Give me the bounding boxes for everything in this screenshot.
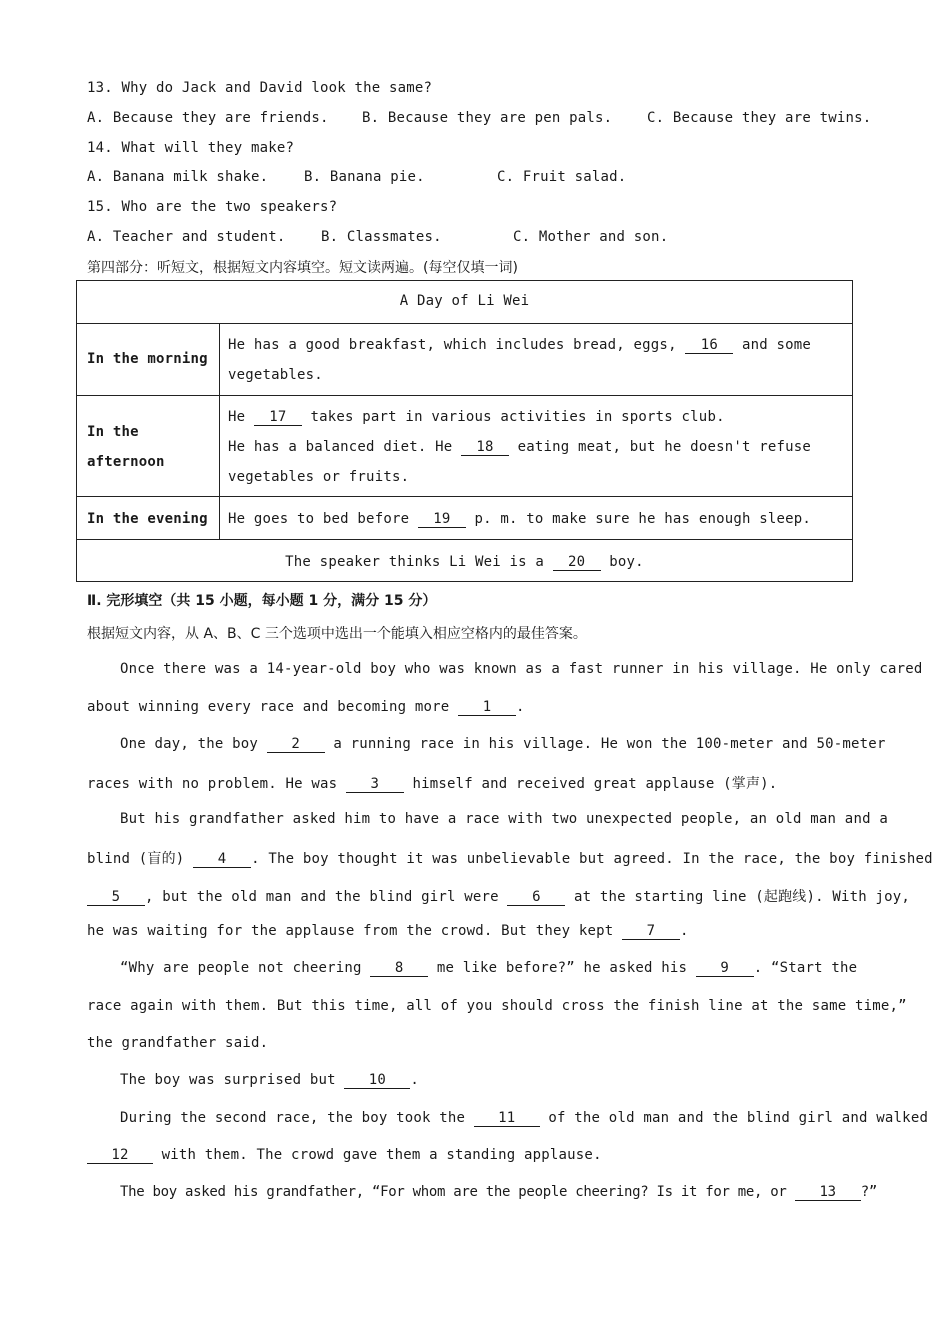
cloze-p3-line3: 5 , but the old man and the blind girl were 6 at the starting line (起跑线). With joy, — [87, 886, 910, 906]
blank-19: 19 — [418, 512, 466, 528]
cloze-p3-line4: he was waiting for the applause from the crowd. But they kept 7 . — [87, 923, 689, 939]
cloze-p4-line3: the grandfather said. — [87, 1035, 269, 1051]
evening-text: He goes to bed before 19 p. m. to make sure he has enough sleep. — [228, 511, 811, 527]
cloze-instruction: 根据短文内容，从 A、B、C 三个选项中选出一个能填入相应空格内的最佳答案。 — [87, 626, 587, 642]
cloze-p1-line1: Once there was a 14-year-old boy who was known as a fast runner in his village. He only cared — [120, 661, 923, 677]
blank-17: 17 — [254, 410, 302, 426]
cloze-p4-line2: race again with them. But this time, all of you should cross the finish line at the same time,” — [87, 998, 907, 1014]
blank-8: 8 — [370, 961, 428, 977]
morning-label: In the morning — [87, 351, 208, 367]
q14-option-b: B. Banana pie. — [304, 169, 425, 185]
blank-1: 1 — [458, 700, 516, 716]
evening-label: In the evening — [87, 511, 208, 527]
blank-2: 2 — [267, 737, 325, 753]
cloze-p5: The boy was surprised but 10 . — [120, 1072, 419, 1088]
blank-10: 10 — [344, 1073, 410, 1089]
q14-option-a: A. Banana milk shake. — [87, 169, 269, 185]
cloze-p2-line1: One day, the boy 2 a running race in his village. He won the 100-meter and 50-meter — [120, 736, 886, 752]
q14-option-c: C. Fruit salad. — [497, 169, 627, 185]
li-wei-table — [76, 280, 853, 582]
blank-9: 9 — [696, 961, 754, 977]
q13-option-c: C. Because they are twins. — [647, 110, 872, 126]
blank-20: 20 — [553, 555, 601, 571]
afternoon-label-line1: In the — [87, 424, 139, 440]
q13-option-b: B. Because they are pen pals. — [362, 110, 613, 126]
afternoon-label-line2: afternoon — [87, 454, 165, 470]
part4-instruction: 第四部分：听短文，根据短文内容填空。短文读两遍。(每空仅填一词) — [87, 260, 518, 276]
blank-13: 13 — [795, 1185, 861, 1201]
cloze-p3-line1: But his grandfather asked him to have a race with two unexpected people, an old man and a — [120, 811, 888, 827]
blank-18: 18 — [461, 440, 509, 456]
blank-12: 12 — [87, 1148, 153, 1164]
q15-option-b: B. Classmates. — [321, 229, 442, 245]
question-14: 14. What will they make? — [87, 140, 295, 156]
blank-3: 3 — [346, 777, 404, 793]
cloze-p2-line2: races with no problem. He was 3 himself and received great applause (掌声). — [87, 776, 778, 792]
afternoon-text-line3: vegetables or fruits. — [228, 469, 410, 485]
cloze-p7: The boy asked his grandfather, “For whom are the people cheering? Is it for me, or 13 ?” — [120, 1184, 877, 1200]
blank-4: 4 — [193, 852, 251, 868]
blank-7: 7 — [622, 924, 680, 940]
q13-option-a: A. Because they are friends. — [87, 110, 329, 126]
blank-6: 6 — [507, 890, 565, 906]
q15-option-a: A. Teacher and student. — [87, 229, 286, 245]
table-title: A Day of Li Wei — [399, 293, 530, 309]
question-15: 15. Who are the two speakers? — [87, 199, 338, 215]
morning-text-line1: He has a good breakfast, which includes bread, eggs, 16 and some — [228, 337, 811, 353]
cloze-p3-line2: blind (盲的) 4 . The boy thought it was unbelievable but agreed. In the race, the boy finished — [87, 851, 933, 867]
blank-16: 16 — [685, 338, 733, 354]
blank-5: 5 — [87, 890, 145, 906]
q15-option-c: C. Mother and son. — [513, 229, 669, 245]
cloze-p6-line1: During the second race, the boy took the 11 of the old man and the blind girl and walked — [120, 1110, 929, 1126]
afternoon-text-line1: He 17 takes part in various activities in sports club. — [228, 409, 725, 425]
cloze-p4-line1: “Why are people not cheering 8 me like before?” he asked his 9 . “Start the — [120, 960, 858, 976]
table-footer: The speaker thinks Li Wei is a 20 boy. — [285, 554, 644, 570]
cloze-p6-line2: 12 with them. The crowd gave them a standing applause. — [87, 1147, 602, 1164]
question-13: 13. Why do Jack and David look the same? — [87, 80, 433, 96]
cloze-heading: Ⅱ. 完形填空（共 15 小题，每小题 1 分，满分 15 分） — [87, 593, 437, 609]
blank-11: 11 — [474, 1111, 540, 1127]
cloze-p1-line2: about winning every race and becoming more 1 . — [87, 699, 525, 715]
afternoon-text-line2: He has a balanced diet. He 18 eating meat, but he doesn't refuse — [228, 439, 811, 455]
morning-text-line2: vegetables. — [228, 367, 323, 383]
